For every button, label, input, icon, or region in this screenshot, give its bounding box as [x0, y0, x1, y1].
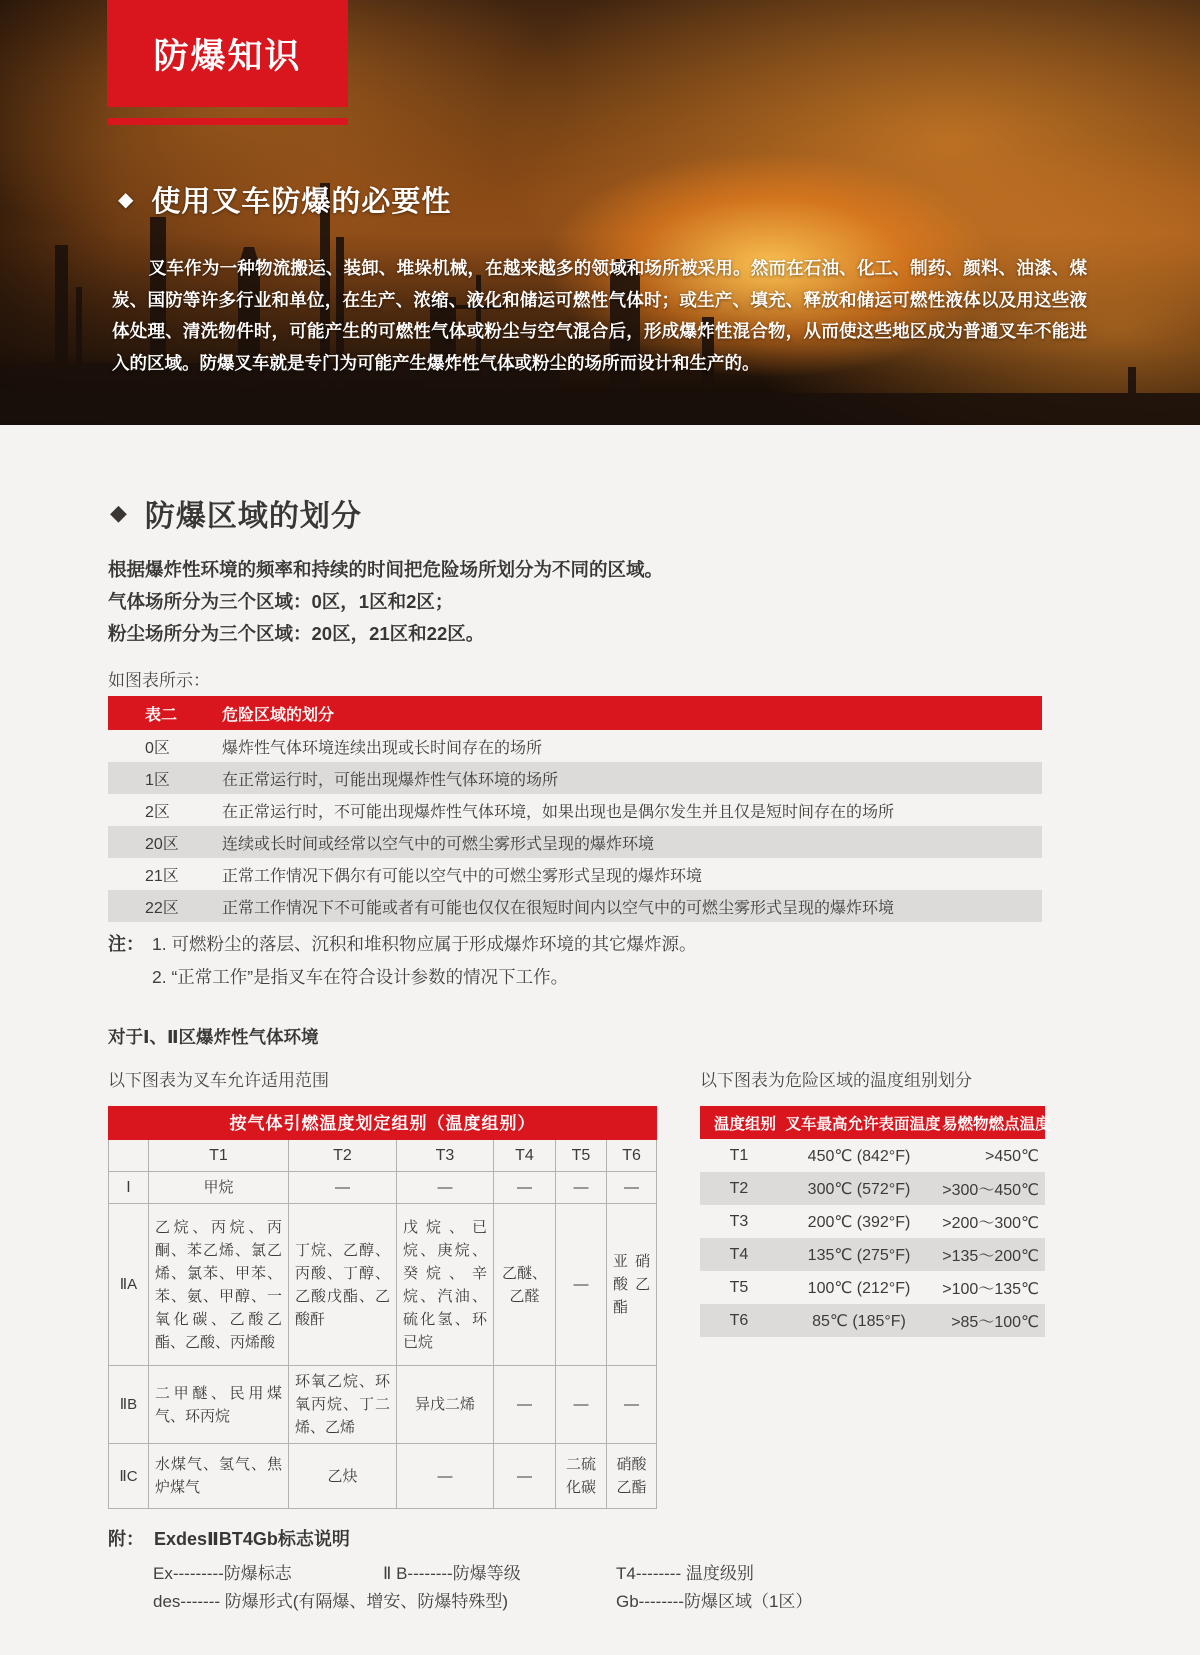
appendix-item: des------- 防爆形式(有隔爆、增安、防爆特殊型): [153, 1592, 509, 1611]
page-title: 防爆知识: [153, 36, 302, 76]
gas-cell: —: [556, 1172, 607, 1204]
table-row: [108, 762, 1042, 794]
temp-flashpoint: >135～200℃: [942, 1248, 1039, 1265]
intro-line: 根据爆炸性环境的频率和持续的时间把危险场所划分为不同的区域。: [108, 559, 664, 580]
column-header-t2: T2: [289, 1140, 397, 1172]
gas-cell: —: [397, 1444, 494, 1509]
ignition-table-title: 按气体引燃温度划定组别（温度组别）: [109, 1107, 657, 1140]
temp-group: T5: [729, 1278, 749, 1296]
table-row: [108, 890, 1042, 922]
temp-group: T2: [729, 1179, 749, 1197]
appendix: [108, 1525, 1088, 1611]
temp-table-caption: 以下图表为危险区域的温度组别划分: [700, 1071, 972, 1090]
intro-paragraph: 叉车作为一种物流搬运、装卸、堆垛机械，在越来越多的领域和场所被采用。然而在石油、化工、制药、颜料、油漆、煤炭、国防等许多行业和单位，在生产、浓缩、液化和储运可燃性气体时；或生产、填充、释放和储运可燃性液体以及用这些液体处理、清洗物件时，可能产生的可燃性气体或粉尘与空气混合后，形成爆炸性混合物，从而使这些地区成为普通叉车不能进入的区域。防爆叉车就是专门为可能产生爆炸性气体或粉尘的场所而设计和生产的。: [112, 258, 1087, 373]
zone-cell: 21区: [145, 867, 179, 885]
temp-group: T6: [729, 1311, 749, 1329]
column-header-blank: [109, 1140, 149, 1172]
temp-surface: 200℃ (392°F): [807, 1213, 911, 1231]
notes-label: 注：: [108, 934, 144, 954]
zone-cell: 2区: [145, 803, 170, 821]
ignition-group-table: [108, 1106, 657, 1509]
intro-line: 气体场所分为三个区域：0区，1区和2区；: [108, 591, 454, 612]
gas-cell: —: [556, 1366, 607, 1444]
zone-desc: 正常工作情况下不可能或者有可能也仅仅在很短时间内以空气中的可燃尘雾形式呈现的爆炸环境: [222, 899, 895, 917]
temp-row: [700, 1205, 1045, 1238]
gas-cell: —: [607, 1366, 657, 1444]
necessity-heading: [118, 179, 451, 220]
temp-row: [700, 1304, 1045, 1337]
gas-cell: 异戊二烯: [397, 1366, 494, 1444]
temp-flashpoint: >85～100℃: [951, 1314, 1039, 1331]
gas-cell: —: [494, 1366, 556, 1444]
appendix-title: ExdesⅡBT4Gb标志说明: [154, 1529, 350, 1549]
table-row: [108, 794, 1042, 826]
gas-cell: 亚硝酸乙酯: [607, 1204, 657, 1366]
zone-desc: 连续或长时间或经常以空气中的可燃尘雾形式呈现的爆炸环境: [222, 835, 655, 853]
temp-surface: 100℃ (212°F): [807, 1279, 911, 1297]
temp-table-header: [700, 1106, 1051, 1139]
title-banner: [107, 0, 348, 107]
temperature-group-table: [700, 1106, 1051, 1337]
temp-col-flashpoint: 易燃物燃点温度: [942, 1115, 1051, 1133]
intro-line: 粉尘场所分为三个区域：20区，21区和22区。: [108, 623, 485, 644]
gas-cell: 戊烷、已烷、庚烷、癸烷、辛烷、汽油、硫化氢、环已烷: [397, 1204, 494, 1366]
zone-desc: 在正常运行时，不可能出现爆炸性气体环境，如果出现也是偶尔发生并且仅是短时间存在的场所: [222, 803, 895, 821]
temp-row: [700, 1238, 1045, 1271]
chart-note: 如图表所示：: [108, 671, 210, 690]
appendix-item: Gb--------防爆区域（1区）: [616, 1592, 813, 1611]
appendix-item: T4-------- 温度级别: [616, 1564, 754, 1583]
zones-intro: [108, 554, 663, 650]
gas-cell: 甲烷: [149, 1172, 289, 1204]
temp-surface: 300℃ (572°F): [807, 1180, 911, 1198]
table-title: 危险区域的划分: [222, 706, 335, 724]
appendix-heading: [108, 1525, 1088, 1551]
diamond-icon: ◆: [118, 189, 134, 211]
appendix-label: 附：: [108, 1529, 144, 1549]
notes: [108, 928, 696, 994]
gas-env-heading: 对于Ⅰ、Ⅱ区爆炸性气体环境: [108, 1027, 319, 1047]
gas-cell: 乙烷、丙烷、丙酮、苯乙烯、氯乙烯、氯苯、甲苯、苯、氨、甲醇、一氧化碳、乙酸乙酯、乙酸、丙烯酸: [149, 1204, 289, 1366]
temp-surface: 135℃ (275°F): [807, 1246, 911, 1264]
temp-group: T4: [729, 1245, 749, 1263]
table-row: [108, 826, 1042, 858]
necessity-heading-text: 使用叉车防爆的必要性: [151, 186, 452, 218]
zones-heading: [110, 491, 362, 535]
title-underline: [107, 118, 348, 125]
column-header-t6: T6: [607, 1140, 657, 1172]
column-header-t3: T3: [397, 1140, 494, 1172]
zone-desc: 在正常运行时，可能出现爆炸性气体环境的场所: [222, 771, 559, 789]
temp-group: T3: [729, 1212, 749, 1230]
appendix-line: [108, 1551, 1088, 1583]
temp-flashpoint: >450℃: [984, 1147, 1039, 1165]
gas-cell: 二甲醚、民用煤气、环丙烷: [149, 1366, 289, 1444]
temp-col-surface: 叉车最高允许表面温度: [785, 1115, 941, 1133]
group-cell: ⅡA: [109, 1204, 149, 1366]
temp-group: T1: [729, 1146, 749, 1164]
hero-photo: [0, 0, 1200, 425]
hazard-zones-table: [108, 696, 1042, 922]
gas-cell: 二硫化碳: [556, 1444, 607, 1509]
gas-cell: 乙炔: [289, 1444, 397, 1509]
zone-cell: 0区: [145, 739, 170, 757]
zone-desc: 爆炸性气体环境连续出现或长时间存在的场所: [222, 739, 543, 757]
temp-flashpoint: >200～300℃: [942, 1215, 1039, 1232]
temp-row: [700, 1172, 1045, 1205]
column-header-t1: T1: [149, 1140, 289, 1172]
gas-cell: 环氧乙烷、环氧丙烷、丁二烯、乙烯: [289, 1366, 397, 1444]
zone-desc: 正常工作情况下偶尔有可能以空气中的可燃尘雾形式呈现的爆炸环境: [222, 867, 703, 885]
gas-cell: 硝酸乙酯: [607, 1444, 657, 1509]
gas-cell: —: [397, 1172, 494, 1204]
temp-col-group: 温度组别: [713, 1115, 776, 1133]
group-cell: ⅡC: [109, 1444, 149, 1509]
gas-cell: 乙醚、乙醛: [494, 1204, 556, 1366]
appendix-item: Ex---------防爆标志: [153, 1564, 292, 1583]
table-row: [108, 858, 1042, 890]
column-header-t4: T4: [494, 1140, 556, 1172]
appendix-line: [108, 1579, 1088, 1611]
gas-cell: —: [607, 1172, 657, 1204]
gas-cell: —: [289, 1172, 397, 1204]
ignition-table-caption: 以下图表为叉车允许适用范围: [108, 1071, 329, 1090]
gas-cell: —: [556, 1204, 607, 1366]
temp-surface: 450℃ (842°F): [807, 1147, 911, 1165]
note-line: 2. “正常工作”是指叉车在符合设计参数的情况下工作。: [152, 967, 569, 987]
table-label: 表二: [145, 706, 178, 724]
gas-cell: 丁烷、乙醇、丙酸、丁醇、乙酸戊酯、乙酸酐: [289, 1204, 397, 1366]
group-cell: ⅡB: [109, 1366, 149, 1444]
diamond-icon: ◆: [110, 500, 127, 525]
note-line: 1. 可燃粉尘的落层、沉积和堆积物应属于形成爆炸环境的其它爆炸源。: [152, 934, 697, 954]
gas-cell: 水煤气、氢气、焦炉煤气: [149, 1444, 289, 1509]
temp-flashpoint: >300～450℃: [942, 1182, 1039, 1199]
gas-cell: —: [494, 1444, 556, 1509]
zones-table-header: [108, 696, 1042, 730]
table-row: [108, 730, 1042, 762]
zones-heading-text: 防爆区域的划分: [144, 500, 362, 533]
zone-cell: 1区: [145, 771, 170, 789]
group-cell: Ⅰ: [109, 1172, 149, 1204]
temp-surface: 85℃ (185°F): [812, 1312, 906, 1330]
appendix-item: Ⅱ B--------防爆等级: [383, 1564, 521, 1583]
gas-cell: —: [494, 1172, 556, 1204]
temp-row: [700, 1139, 1045, 1172]
zone-cell: 20区: [145, 835, 179, 853]
column-header-t5: T5: [556, 1140, 607, 1172]
temp-flashpoint: >100～135℃: [942, 1281, 1039, 1298]
temp-row: [700, 1271, 1045, 1304]
zone-cell: 22区: [145, 899, 179, 917]
